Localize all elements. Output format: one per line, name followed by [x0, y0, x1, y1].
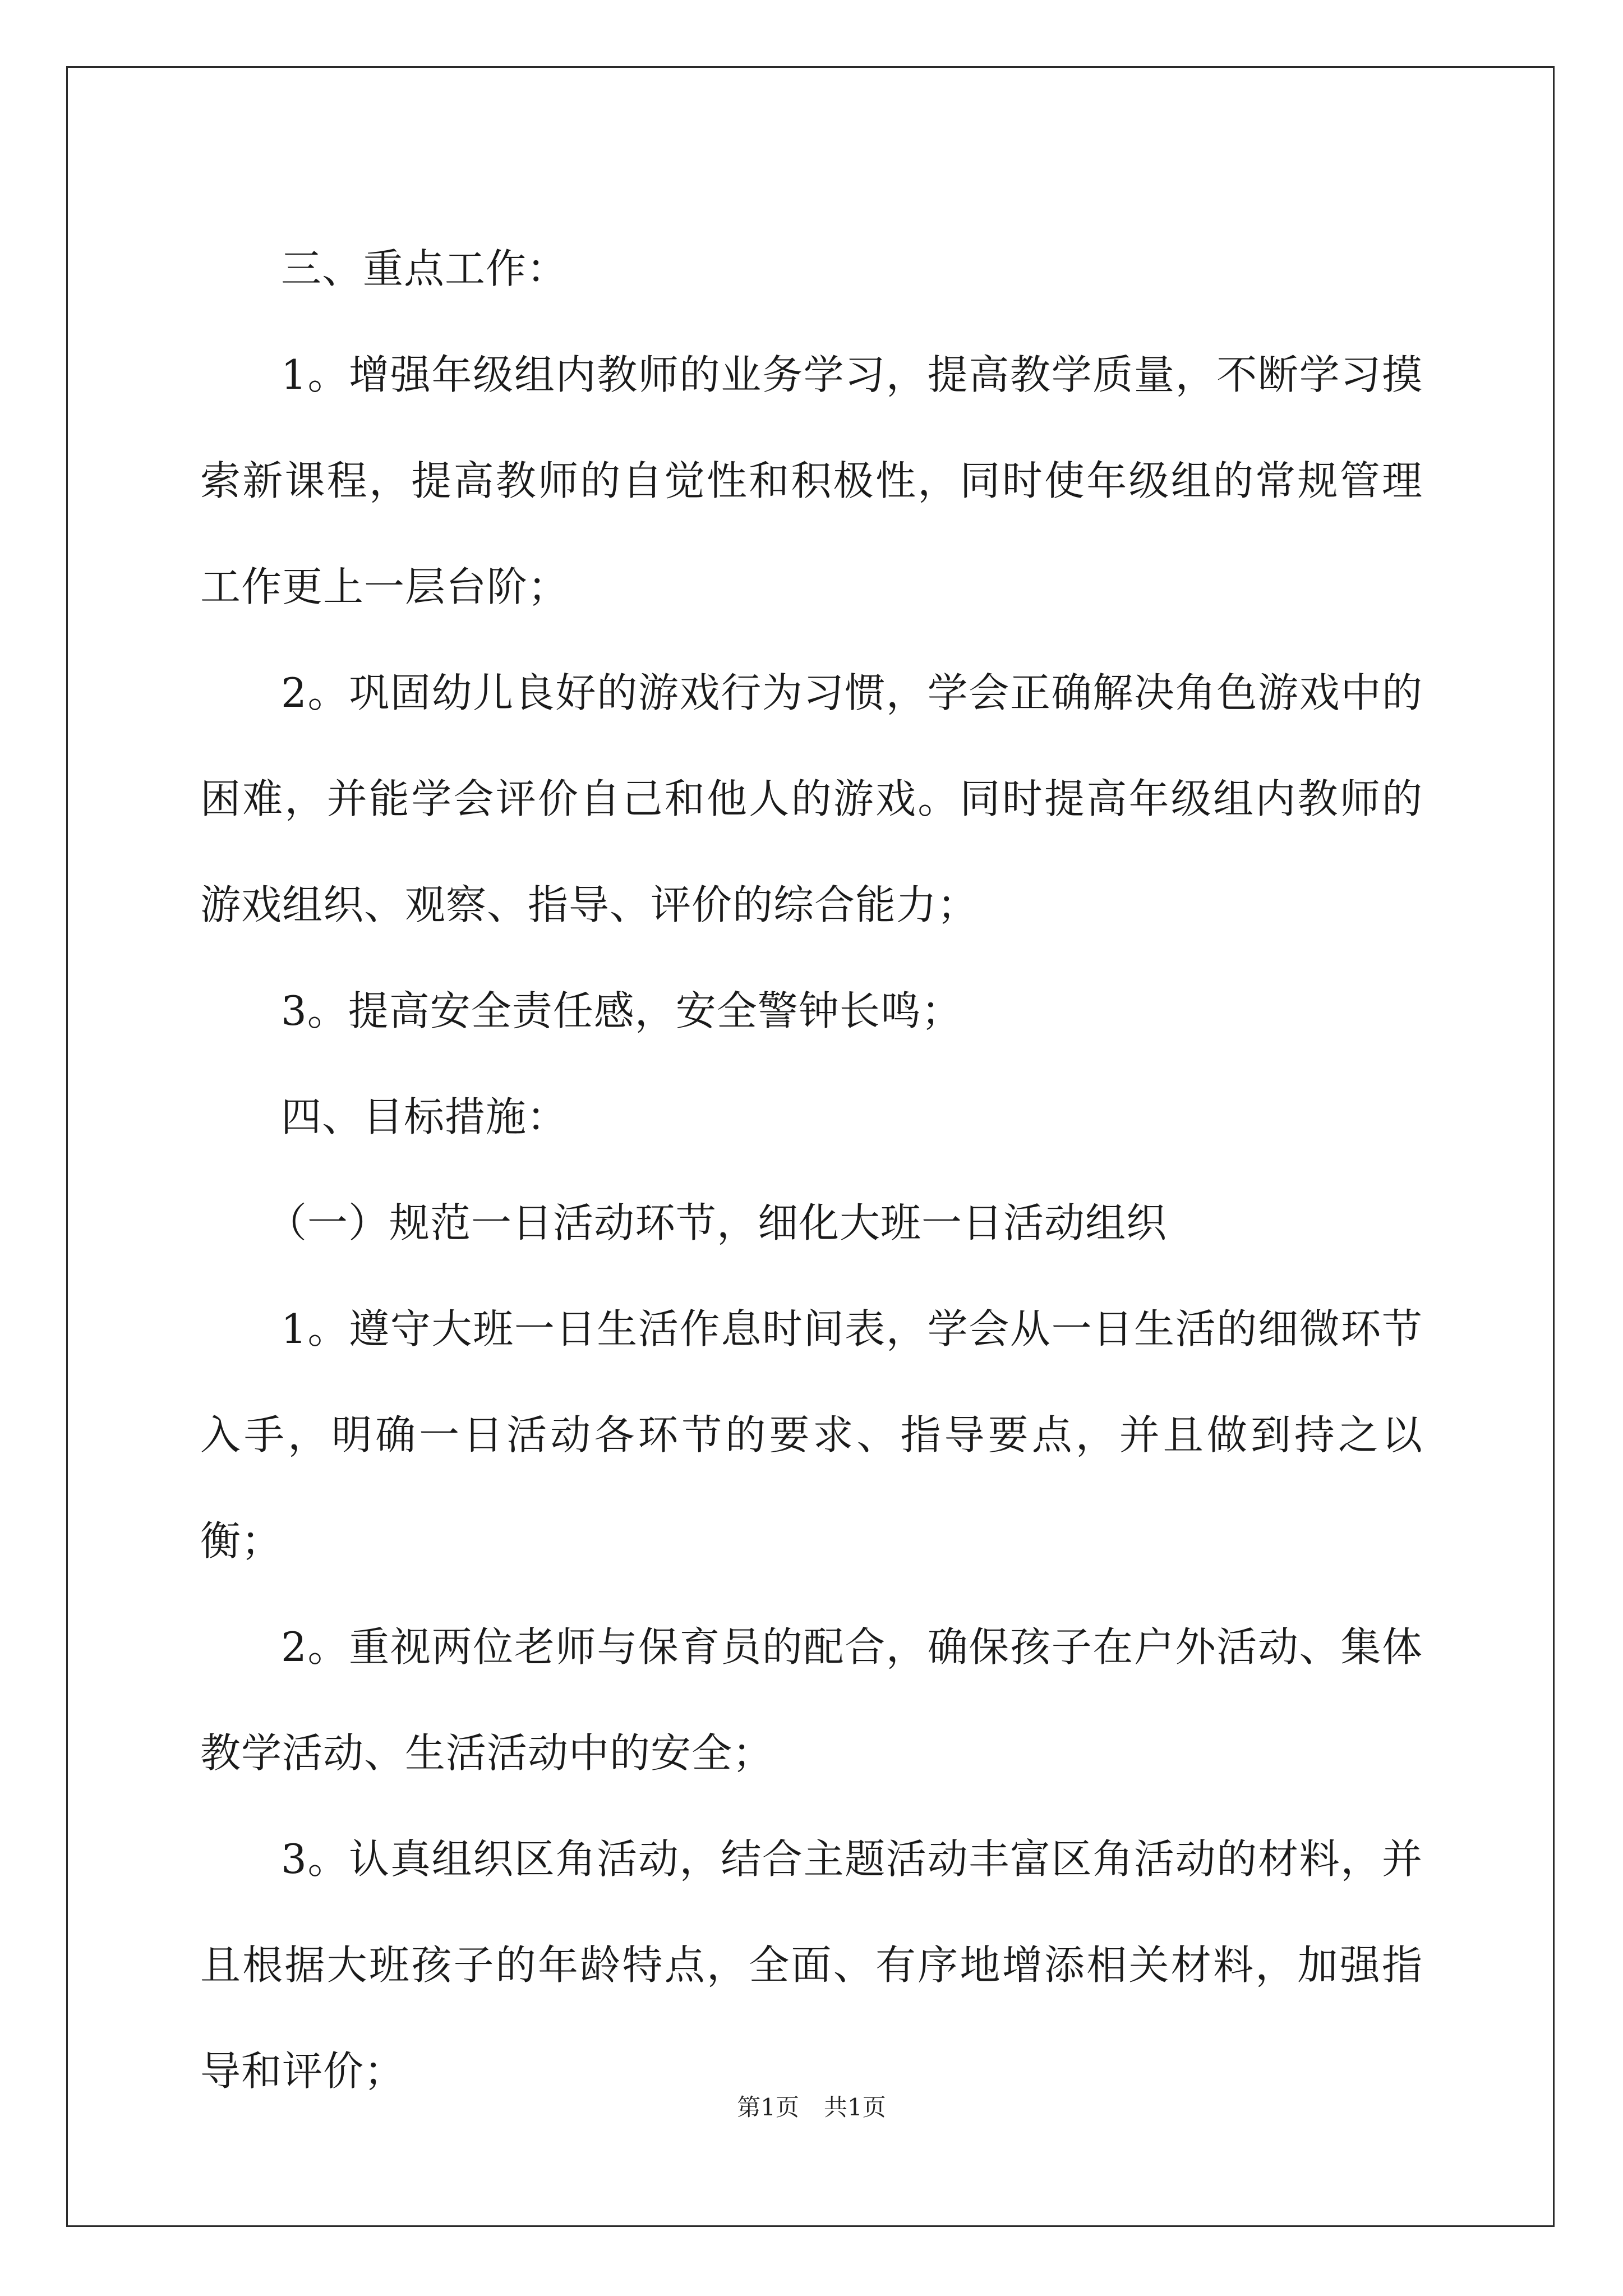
section-heading-key-work: 三、重点工作： — [281, 245, 568, 292]
document-body — [200, 216, 1423, 2124]
page-footer — [0, 2091, 1623, 2124]
paragraph: 3。认真组织区角活动，结合主题活动丰富区角活动的材料，并且根据大班孩子的年龄特点，全面、有序地增添相关材料，加强指导和评价； — [200, 1835, 1423, 2095]
paragraph: 1。增强年级组内教师的业务学习，提高教学质量，不断学习摸索新课程，提高教师的自觉性和积极性，同时使年级组的常规管理工作更上一层台阶； — [200, 351, 1423, 610]
section-heading-measures: 四、目标措施： — [281, 1093, 568, 1140]
page-total: 共1页 — [824, 2093, 886, 2121]
paragraph: 1。遵守大班一日生活作息时间表，学会从一日生活的细微环节入手，明确一日活动各环节的要求、指导要点，并且做到持之以衡； — [200, 1305, 1423, 1565]
paragraph: 2。巩固幼儿良好的游戏行为习惯，学会正确解决角色游戏中的困难，并能学会评价自己和他人的游戏。同时提高年级组内教师的游戏组织、观察、指导、评价的综合能力； — [200, 669, 1423, 928]
subsection-heading: （一）规范一日活动环节，细化大班一日活动组织 — [266, 1199, 1168, 1246]
paragraph: 3。提高安全责任感，安全警钟长鸣； — [281, 987, 962, 1034]
paragraph: 2。重视两位老师与保育员的配合，确保孩子在户外活动、集体教学活动、生活活动中的安全； — [200, 1623, 1423, 1777]
page-number: 第1页 — [737, 2093, 799, 2121]
